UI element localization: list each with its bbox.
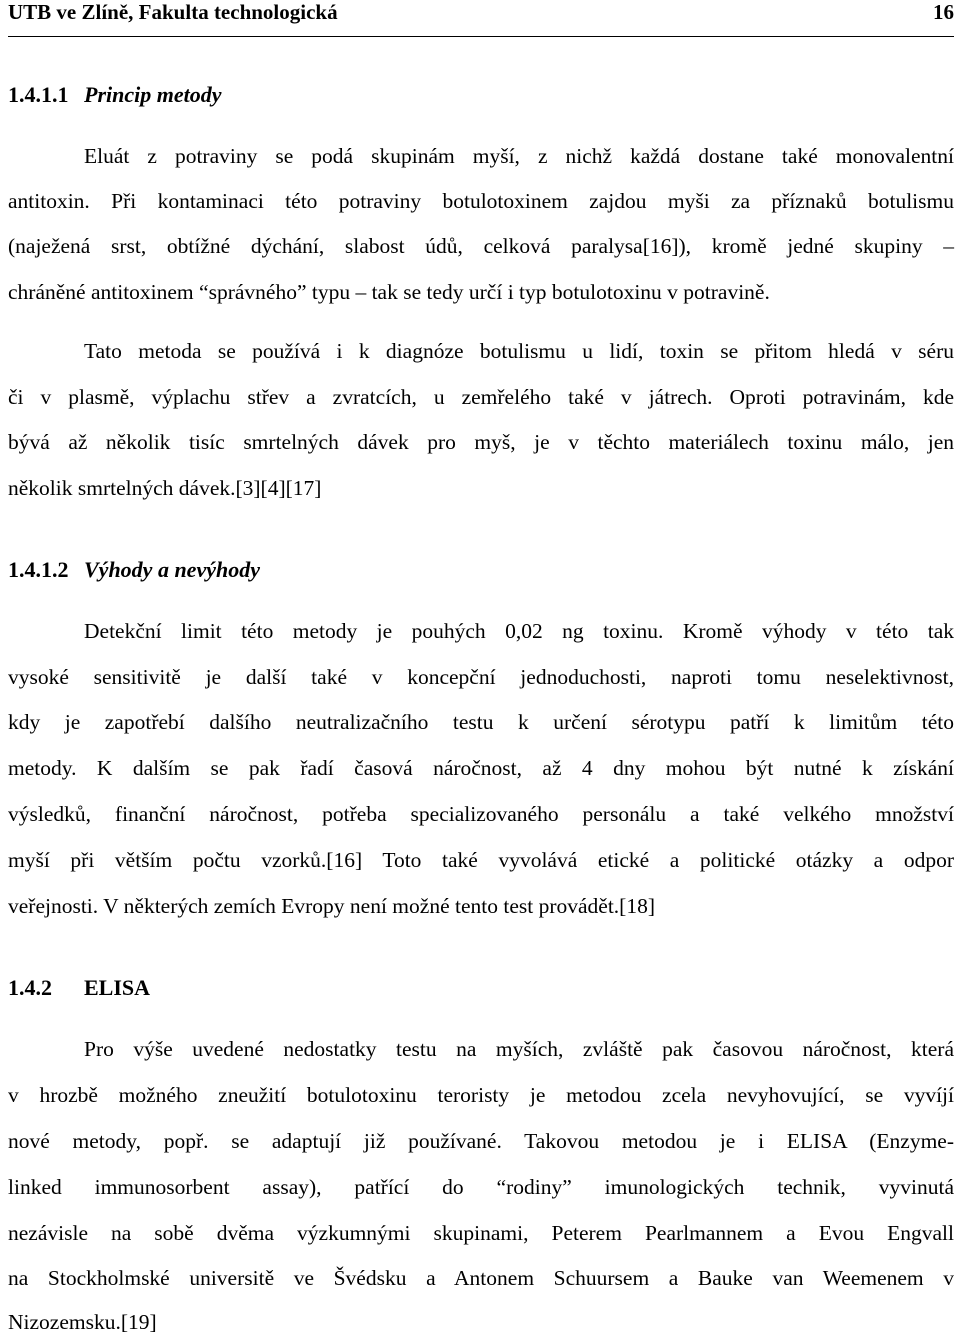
section-number: 1.4.2 — [8, 975, 52, 1000]
header-title: UTB ve Zlíně, Fakulta technologická — [8, 0, 338, 24]
section-heading-elisa — [8, 975, 150, 1001]
paragraph-line: v hrozbě možného zneužití botulotoxinu teroristy je metodou zcela nevyhovující, se vyvíjí — [8, 1083, 954, 1107]
paragraph-line: nové metody, popř. se adaptují již používané. Takovou metodou je i ELISA (Enzyme- — [8, 1129, 954, 1153]
section-number: 1.4.1.2 — [8, 557, 69, 582]
page-number: 16 — [933, 0, 954, 24]
section-heading-principle — [8, 82, 221, 108]
section-heading-pros-cons — [8, 557, 260, 583]
paragraph-line: kdy je zapotřebí dalšího neutralizačního testu k určení sérotypu patří k limitům této — [8, 710, 954, 734]
paragraph-line: Eluát z potraviny se podá skupinám myší, z nichž každá dostane také monovalentní — [84, 144, 954, 168]
paragraph-line: linked immunosorbent assay), patřící do “rodiny” imunologických technik, vyvinutá — [8, 1175, 954, 1199]
paragraph-line: na Stockholmské universitě ve Švédsku a Antonem Schuursem a Bauke van Weemenem v — [8, 1266, 954, 1290]
paragraph-line: Pro výše uvedené nedostatky testu na myších, zvláště pak časovou náročnost, která — [84, 1037, 954, 1061]
running-header — [8, 0, 954, 37]
paragraph-line: chráněné antitoxinem “správného” typu – tak se tedy určí i typ botulotoxinu v potravině. — [8, 280, 770, 304]
paragraph-line: výsledků, finanční náročnost, potřeba specializovaného personálu a také velkého množství — [8, 802, 954, 826]
paragraph-line: Tato metoda se používá i k diagnóze botulismu u lidí, toxin se přitom hledá v séru — [84, 339, 954, 363]
paragraph-line: nezávisle na sobě dvěma výzkumnými skupinami, Peterem Pearlmannem a Evou Engvall — [8, 1221, 954, 1245]
paragraph-line: Detekční limit této metody je pouhých 0,02 ng toxinu. Kromě výhody v této tak — [84, 619, 954, 643]
paragraph-line: vysoké sensitivitě je další také v koncepční jednoduchosti, naproti tomu neselektivnost, — [8, 665, 954, 689]
paragraph-line: Nizozemsku.[19] — [8, 1310, 157, 1334]
paragraph-line: veřejnosti. V některých zemích Evropy není možné tento test provádět.[18] — [8, 894, 655, 918]
paragraph-line: antitoxin. Při kontaminaci této potraviny botulotoxinem zajdou myši za příznaků botulismu — [8, 189, 954, 213]
paragraph-line: či v plasmě, výplachu střev a zvratcích, u zemřelého také v játrech. Oproti potravinám, kde — [8, 385, 954, 409]
paragraph-line: několik smrtelných dávek.[3][4][17] — [8, 476, 322, 500]
section-title: Výhody a nevýhody — [84, 557, 260, 582]
section-title: ELISA — [84, 975, 151, 1000]
paragraph-line: myší při větším počtu vzorků.[16] Toto také vyvolává etické a politické otázky a odpor — [8, 848, 954, 872]
paragraph-line: bývá až několik tisíc smrtelných dávek pro myš, je v těchto materiálech toxinu málo, jen — [8, 430, 954, 454]
section-number: 1.4.1.1 — [8, 82, 69, 107]
paragraph-line: metody. K dalším se pak řadí časová náročnost, až 4 dny mohou být nutné k získání — [8, 756, 954, 780]
section-title: Princip metody — [84, 82, 222, 107]
paragraph-line: (naježená srst, obtížné dýchání, slabost údů, celková paralysa[16]), kromě jedné skupiny – — [8, 234, 954, 258]
